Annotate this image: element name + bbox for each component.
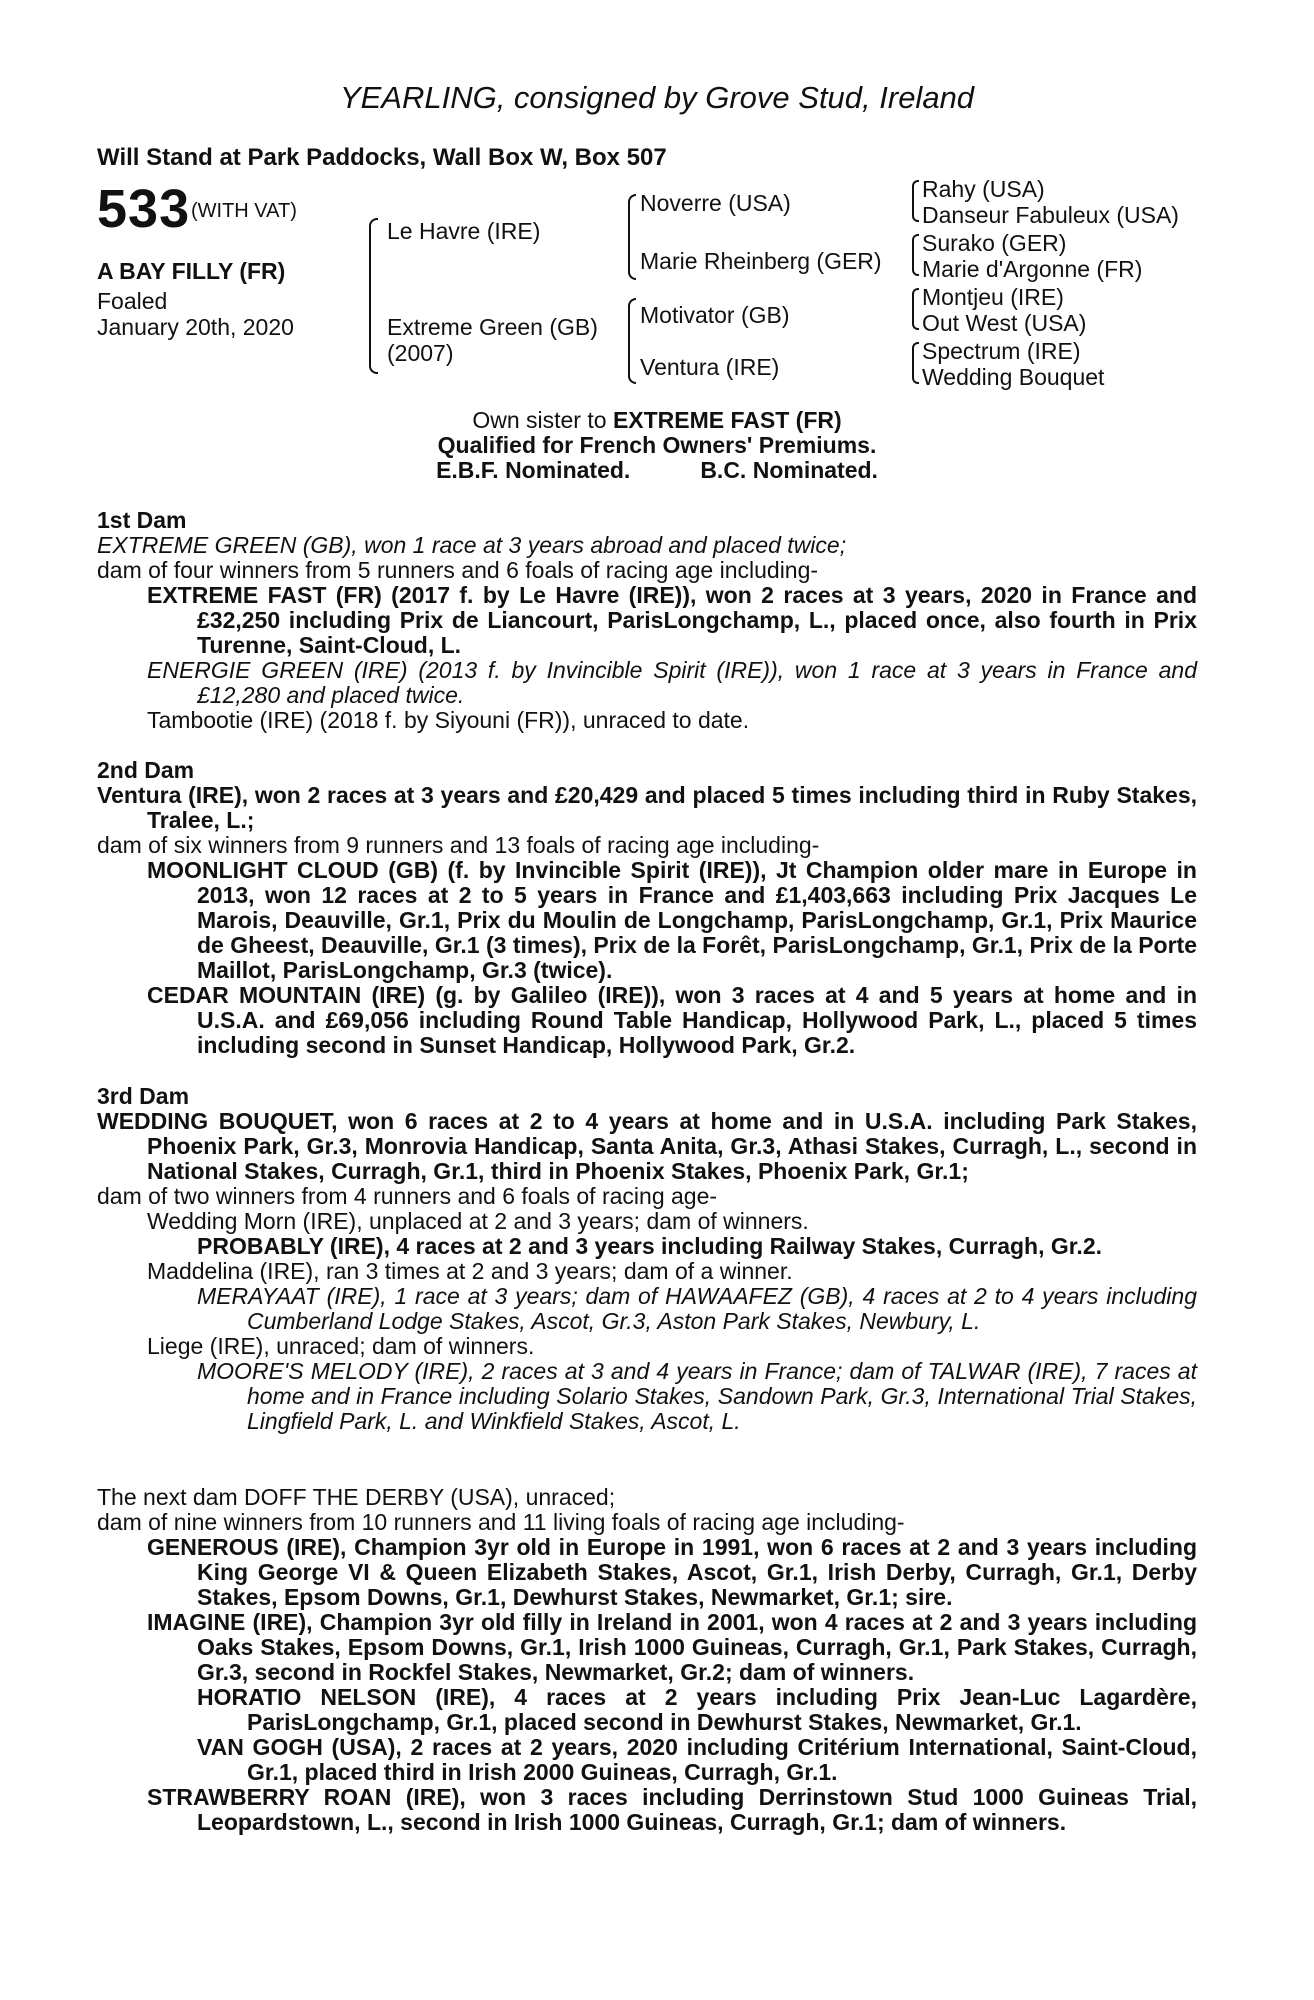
pedigree-g6: Out West (USA) <box>922 310 1087 336</box>
third-dam-heading: 3rd Dam <box>97 1083 190 1109</box>
pedigree-dam: Extreme Green (GB) <box>387 314 598 340</box>
pedigree-g5: Montjeu (IRE) <box>922 284 1064 310</box>
second-dam-section <box>97 758 1197 1058</box>
ebf-note: E.B.F. Nominated. <box>436 457 631 483</box>
pedigree-g4: Marie d'Argonne (FR) <box>922 256 1143 282</box>
foaled-date: January 20th, 2020 <box>97 314 294 340</box>
brace-sire <box>628 194 636 280</box>
next-dam-section <box>97 1485 1197 1835</box>
third-dam-line-8: MOORE'S MELODY (IRE), 2 races at 3 and 4 years in France; dam of TALWAR (IRE), 7 races at home and in France including Solario Stakes, Sandown Park, Gr.3, International Trial Stakes, Lingfield Park, L. and Winkfield Stakes, Ascot, L. <box>197 1358 1197 1434</box>
third-dam-section <box>97 1084 1197 1434</box>
second-dam-line-2: dam of six winners from 9 runners and 13 foals of racing age including- <box>97 832 820 858</box>
first-dam-line-1: EXTREME GREEN (GB), won 1 race at 3 years abroad and placed twice; <box>97 532 847 558</box>
next-dam-line-1: The next dam DOFF THE DERBY (USA), unraced; <box>97 1484 616 1510</box>
first-dam-line-3: EXTREME FAST (FR) (2017 f. by Le Havre (IRE)), won 2 races at 3 years, 2020 in France and £32,250 including Prix de Liancourt, ParisLongchamp, L., placed once, also fourth in Prix Turenne, Saint-Cloud, L. <box>147 582 1197 658</box>
next-dam-line-6: VAN GOGH (USA), 2 races at 2 years, 2020 including Critérium International, Saint-Cloud, Gr.1, placed third in Irish 2000 Guineas, Curragh, Gr.1. <box>197 1734 1197 1785</box>
brace-g56 <box>912 288 919 330</box>
pedigree-sire: Le Havre (IRE) <box>387 218 541 244</box>
vat-label: (WITH VAT) <box>191 200 297 222</box>
premiums-note: Qualified for French Owners' Premiums. <box>437 432 877 458</box>
lot-number: 533 <box>97 179 191 239</box>
brace-g12 <box>912 180 919 222</box>
pedigree-sire-dam: Marie Rheinberg (GER) <box>640 248 882 274</box>
first-dam-line-4: ENERGIE GREEN (IRE) (2013 f. by Invincible Spirit (IRE)), won 1 race at 3 years in France and £12,280 and placed twice. <box>147 657 1197 708</box>
pedigree-g8: Wedding Bouquet <box>922 364 1105 390</box>
pedigree-sire-sire: Noverre (USA) <box>640 190 791 216</box>
pedigree-g1: Rahy (USA) <box>922 176 1045 202</box>
third-dam-line-4: PROBABLY (IRE), 4 races at 2 and 3 years including Railway Stakes, Curragh, Gr.2. <box>197 1233 1103 1259</box>
brace-main <box>369 218 378 374</box>
own-sister-prefix: Own sister to <box>472 407 613 433</box>
brace-dam <box>628 298 636 384</box>
third-dam-line-5: Maddelina (IRE), ran 3 times at 2 and 3 years; dam of a winner. <box>147 1258 793 1284</box>
brace-g78 <box>912 342 919 384</box>
pedigree-g3: Surako (GER) <box>922 230 1067 256</box>
pedigree-g7: Spectrum (IRE) <box>922 338 1081 364</box>
second-dam-heading: 2nd Dam <box>97 757 195 783</box>
pedigree-dam-sire: Motivator (GB) <box>640 302 790 328</box>
first-dam-heading: 1st Dam <box>97 507 187 533</box>
next-dam-line-7: STRAWBERRY ROAN (IRE), won 3 races including Derrinstown Stud 1000 Guineas Trial, Leopardstown, L., second in Irish 1000 Guineas, Curragh, Gr.1; dam of winners. <box>147 1784 1197 1835</box>
lot-description: A BAY FILLY (FR) <box>97 258 286 284</box>
next-dam-line-2: dam of nine winners from 10 runners and 11 living foals of racing age including- <box>97 1509 905 1535</box>
lot-notes <box>97 408 1217 483</box>
foaled-label: Foaled <box>97 288 168 314</box>
next-dam-line-3: GENEROUS (IRE), Champion 3yr old in Europe in 1991, won 6 races at 2 and 3 years including King George VI & Queen Elizabeth Stakes, Ascot, Gr.1, Irish Derby, Curragh, Gr.1, Derby Stakes, Epsom Downs, Gr.1, Dewhurst Stakes, Newmarket, Gr.1; sire. <box>147 1534 1197 1610</box>
stand-location: Will Stand at Park Paddocks, Wall Box W, Box 507 <box>97 144 667 171</box>
third-dam-line-1: WEDDING BOUQUET, won 6 races at 2 to 4 years at home and in U.S.A. including Park Stakes, Phoenix Park, Gr.3, Monrovia Handicap, Santa Anita, Gr.3, Athasi Stakes, Curragh, L., second in National Stakes, Curragh, Gr.1, third in Phoenix Stakes, Phoenix Park, Gr.1; <box>97 1108 1197 1184</box>
bc-note: B.C. Nominated. <box>700 457 878 483</box>
pedigree-dam-dam: Ventura (IRE) <box>640 354 780 380</box>
third-dam-line-3: Wedding Morn (IRE), unplaced at 2 and 3 years; dam of winners. <box>147 1208 809 1234</box>
sale-title: YEARLING, consigned by Grove Stud, Ireland <box>339 80 975 115</box>
second-dam-line-1: Ventura (IRE), won 2 races at 3 years and £20,429 and placed 5 times including third in Ruby Stakes, Tralee, L.; <box>97 782 1197 833</box>
second-dam-line-3: MOONLIGHT CLOUD (GB) (f. by Invincible Spirit (IRE)), Jt Champion older mare in Europe in 2013, won 12 races at 2 to 5 years in France and £1,403,663 including Prix Jacques Le Marois, Deauville, Gr.1, Prix du Moulin de Longchamp, ParisLongchamp, Gr.1, Prix Maurice de Gheest, Deauville, Gr.1 (3 times), Prix de la Forêt, ParisLongchamp, Gr.1, Prix de la Porte Maillot, ParisLongchamp, Gr.3 (twice). <box>147 857 1197 983</box>
third-dam-line-2: dam of two winners from 4 runners and 6 foals of racing age- <box>97 1183 718 1209</box>
first-dam-line-5: Tambootie (IRE) (2018 f. by Siyouni (FR)), unraced to date. <box>147 707 750 733</box>
brace-g34 <box>912 234 919 276</box>
third-dam-line-7: Liege (IRE), unraced; dam of winners. <box>147 1333 535 1359</box>
next-dam-line-5: HORATIO NELSON (IRE), 4 races at 2 years including Prix Jean-Luc Lagardère, ParisLongchamp, Gr.1, placed second in Dewhurst Stakes, Newmarket, Gr.1. <box>197 1684 1197 1735</box>
pedigree-dam-year: (2007) <box>387 340 454 366</box>
pedigree-g2: Danseur Fabuleux (USA) <box>922 202 1179 228</box>
first-dam-section <box>97 508 1197 733</box>
own-sister-name: EXTREME FAST (FR) <box>612 407 842 433</box>
next-dam-line-4: IMAGINE (IRE), Champion 3yr old filly in Ireland in 2001, won 4 races at 2 and 3 years including Oaks Stakes, Epsom Downs, Gr.1, Irish 1000 Guineas, Curragh, Gr.1, Park Stakes, Curragh, Gr.3, second in Rockfel Stakes, Newmarket, Gr.2; dam of winners. <box>147 1609 1197 1685</box>
third-dam-line-6: MERAYAAT (IRE), 1 race at 3 years; dam of HAWAAFEZ (GB), 4 races at 2 to 4 years including Cumberland Lodge Stakes, Ascot, Gr.3, Aston Park Stakes, Newbury, L. <box>197 1283 1197 1334</box>
first-dam-line-2: dam of four winners from 5 runners and 6 foals of racing age including- <box>97 557 819 583</box>
second-dam-line-4: CEDAR MOUNTAIN (IRE) (g. by Galileo (IRE)), won 3 races at 4 and 5 years at home and in U.S.A. and £69,056 including Round Table Handicap, Hollywood Park, L., placed 5 times including second in Sunset Handicap, Hollywood Park, Gr.2. <box>147 982 1197 1058</box>
